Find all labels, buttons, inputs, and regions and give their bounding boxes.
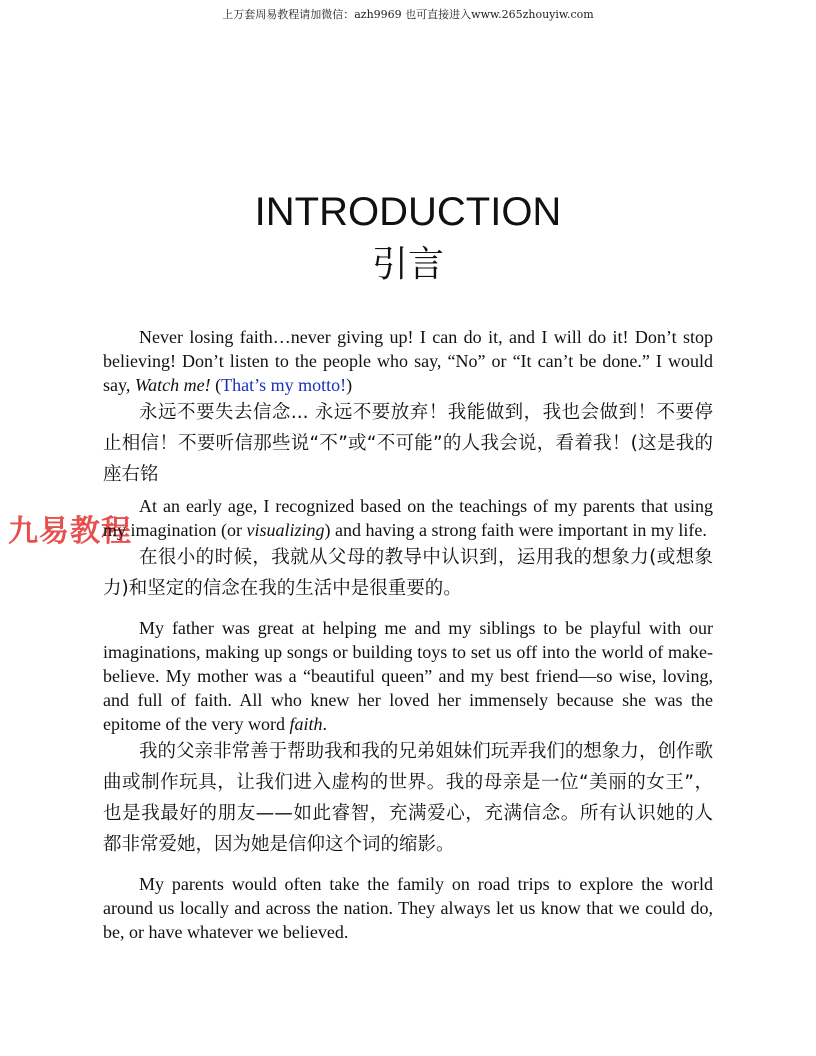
paragraph-1-zh: 永远不要失去信念... 永远不要放弃！我能做到，我也会做到！不要停止相信！不要听信那些说“不”或“不可能”的人我会说，看着我！(这是我的座右铭	[103, 402, 713, 485]
paragraph-3-text-a: My father was great at helping me and my siblings to be playful with our imaginations, making up songs or building toys to set us off into the world of make-believe. My mother was a “beautiful queen” and my best friend—so wise, loving, and full of faith. All who knew her loved her immensely because she was the epitome of the very word	[103, 618, 713, 734]
paragraph-1-text-b: (	[210, 375, 222, 395]
paragraph-2-en	[103, 494, 713, 542]
paragraph-3-italic: faith	[289, 714, 323, 734]
paragraph-2-zh: 在很小的时候，我就从父母的教导中认识到，运用我的想象力(或想象力)和坚定的信念在我的生活中是很重要的。	[103, 547, 713, 599]
paragraph-3-text-b: .	[322, 714, 327, 734]
body-text	[103, 325, 713, 944]
paragraph-3-en	[103, 616, 713, 736]
paragraph-1-text-a: Never losing faith…never giving up! I can do it, and I will do it! Don’t stop believing! Don’t listen to the people who say, “No” or “It can’t be done.” I would say,	[103, 327, 713, 395]
paragraph-1-italic: Watch me!	[134, 375, 211, 395]
paragraph-2-italic: visualizing	[246, 520, 325, 540]
paragraph-3-zh: 我的父亲非常善于帮助我和我的兄弟姐妹们玩弄我们的想象力，创作歌曲或制作玩具，让我们进入虚构的世界。我的母亲是一位“美丽的女王”，也是我最好的朋友——如此睿智，充满爱心，充满信念。所有认识她的人都非常爱她，因为她是信仰这个词的缩影。	[103, 741, 713, 855]
paragraph-1-text-c: )	[346, 375, 353, 395]
paragraph-2-text-a: At an early age, I recognized based on the teachings of my parents that using my imagination (or	[103, 496, 713, 540]
paragraph-4-en: My parents would often take the family on road trips to explore the world around us locally and across the nation. They always let us know that we could do, be, or have whatever we believed.	[103, 874, 713, 942]
paragraph-2-text-b: ) and having a strong faith were important in my life.	[324, 520, 707, 540]
page-title: INTRODUCTION	[254, 190, 562, 234]
paragraph-1-en	[103, 325, 713, 397]
paragraph-1-motto: That’s my motto!	[221, 375, 347, 395]
page-title-chinese: 引言	[371, 244, 444, 285]
watermark-logo: 九易教程	[8, 514, 132, 549]
header-note: 上万套周易教程请加微信：azh9969 也可直接进入www.265zhouyiw.com	[222, 8, 594, 21]
